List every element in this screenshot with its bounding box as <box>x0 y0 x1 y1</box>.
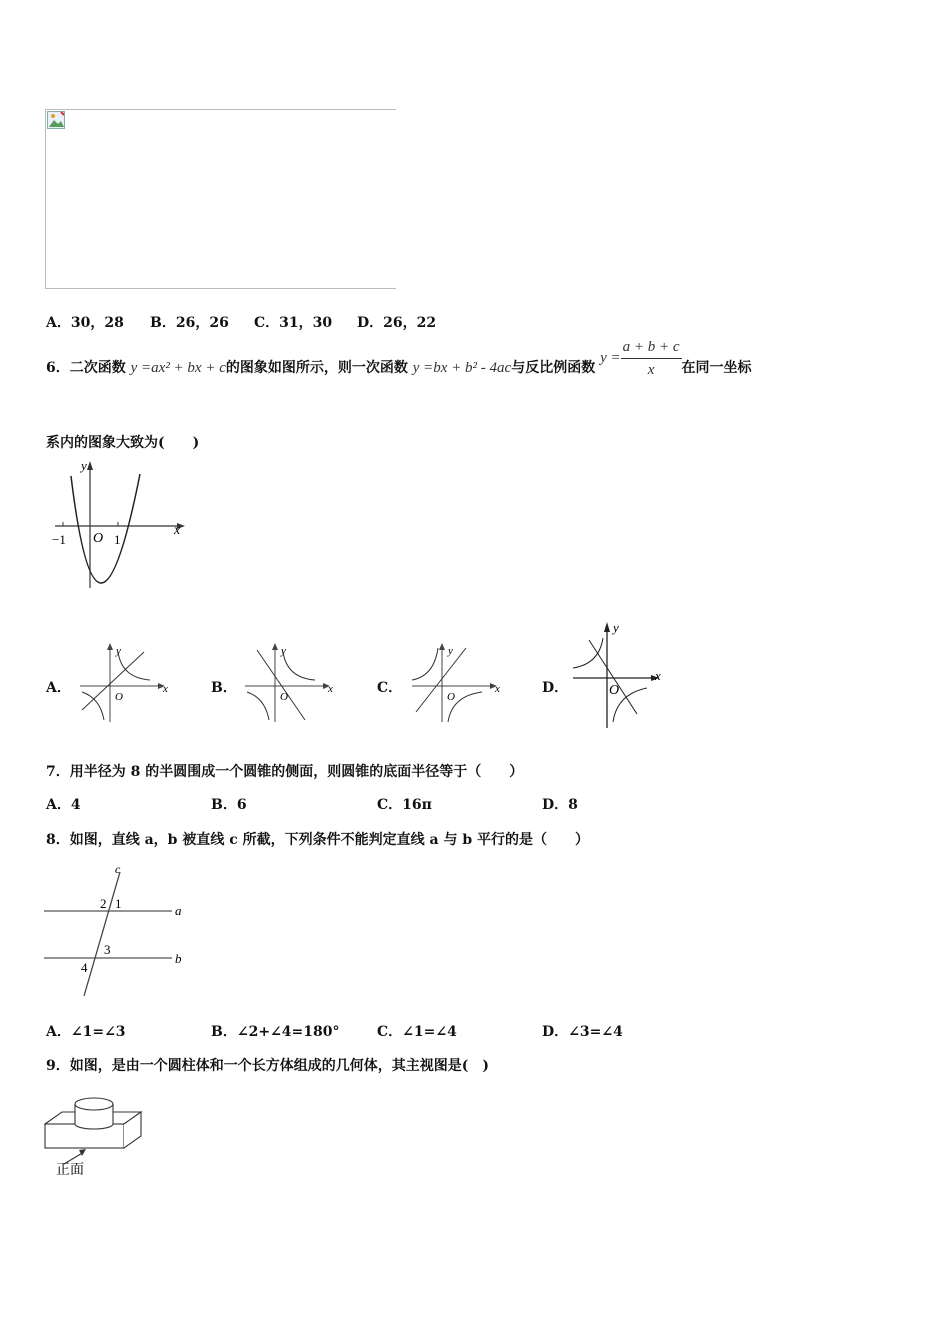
svg-text:1: 1 <box>115 896 122 911</box>
q5-option-d[interactable]: D．26，22 <box>357 315 437 331</box>
q5-option-c[interactable]: C．31，30 <box>254 315 333 331</box>
q8-option-c[interactable]: C．∠1=∠4 <box>377 1024 457 1040</box>
tick-label-1: 1 <box>114 532 121 547</box>
origin-label: O <box>93 531 104 546</box>
svg-text:x: x <box>655 668 661 683</box>
svg-text:4: 4 <box>81 960 88 975</box>
q7-option-b[interactable]: B．6 <box>211 797 247 813</box>
x-label: x <box>174 523 181 538</box>
svg-text:y: y <box>613 620 619 635</box>
svg-text:y: y <box>448 645 453 657</box>
q7-stem: 7．用半径为 8 的半圆围成一个圆锥的侧面，则圆锥的底面半径等于（ ） <box>46 764 524 780</box>
q6-option-c-graph[interactable] <box>404 640 504 725</box>
q6-option-a[interactable]: A． <box>46 680 71 696</box>
q6-option-a-graph[interactable] <box>72 640 172 725</box>
q8-option-a[interactable]: A．∠1=∠3 <box>46 1024 126 1040</box>
q6-linear-formula: y =bx + b² - 4ac <box>412 360 512 376</box>
q6-option-d-graph[interactable] <box>567 618 667 730</box>
svg-text:O: O <box>447 691 455 703</box>
broken-image-placeholder <box>45 109 396 289</box>
parabola-curve <box>71 474 140 583</box>
y-axis-arrow <box>87 461 93 470</box>
svg-text:a: a <box>175 903 182 918</box>
q8-stem: 8．如图，直线 a，b 被直线 c 所截，下列条件不能判定直线 a 与 b 平行的是（ ） <box>46 832 589 848</box>
line <box>82 652 144 710</box>
svg-text:2: 2 <box>100 896 107 911</box>
q9-stem: 9．如图，是由一个圆柱体和一个长方体组成的几何体，其主视图是( ) <box>46 1058 489 1074</box>
q5-option-a[interactable]: A．30，28 <box>46 315 124 331</box>
line <box>257 650 305 720</box>
q6-stem-line2: 系内的图象大致为( ) <box>46 435 200 451</box>
svg-text:O: O <box>115 691 123 703</box>
q6-reciprocal-fraction: $\frac{a + b + c}{x}$ <box>621 336 682 381</box>
q5-option-b[interactable]: B．26，26 <box>150 315 229 331</box>
svg-text:3: 3 <box>104 942 111 957</box>
svg-text:x: x <box>163 683 168 695</box>
tick-label-neg1: −1 <box>52 532 66 547</box>
q6-quadratic-formula: y =ax² + bx + c <box>130 360 226 376</box>
q8-parallel-lines-figure <box>44 862 189 1000</box>
svg-text:y: y <box>116 645 121 657</box>
broken-image-icon <box>47 111 65 129</box>
line <box>416 648 466 712</box>
svg-text:x: x <box>495 683 500 695</box>
front-label: 正面 <box>56 1163 84 1178</box>
q6-parabola-graph <box>45 456 195 596</box>
svg-text:y: y <box>281 645 286 657</box>
q7-option-c[interactable]: C．16π <box>377 797 432 813</box>
q6-stem-line1: 6．二次函数 y =ax² + bx + c的图象如图所示，则一次函数 y =bx + b² - 4ac与反比例函数 y = $\frac{a + b + c}{x}$ 在同一坐标 <box>46 343 752 393</box>
q7-option-a[interactable]: A．4 <box>46 797 81 813</box>
q8-option-b[interactable]: B．∠2+∠4=180° <box>211 1024 340 1040</box>
q7-option-d[interactable]: D．8 <box>542 797 578 813</box>
svg-text:O: O <box>609 683 620 698</box>
q6-reciprocal-lhs: y = <box>600 350 621 366</box>
svg-text:O: O <box>280 691 288 703</box>
q8-option-d[interactable]: D．∠3=∠4 <box>542 1024 623 1040</box>
line <box>589 640 637 714</box>
svg-text:x: x <box>328 683 333 695</box>
q6-option-c[interactable]: C． <box>377 680 403 696</box>
q9-solid-figure <box>44 1092 144 1178</box>
q6-option-d[interactable]: D． <box>542 680 569 696</box>
svg-text:c: c <box>115 862 121 876</box>
q6-option-b[interactable]: B． <box>211 680 237 696</box>
q6-option-b-graph[interactable] <box>237 640 337 725</box>
svg-text:b: b <box>175 951 182 966</box>
y-label: y <box>81 458 87 473</box>
